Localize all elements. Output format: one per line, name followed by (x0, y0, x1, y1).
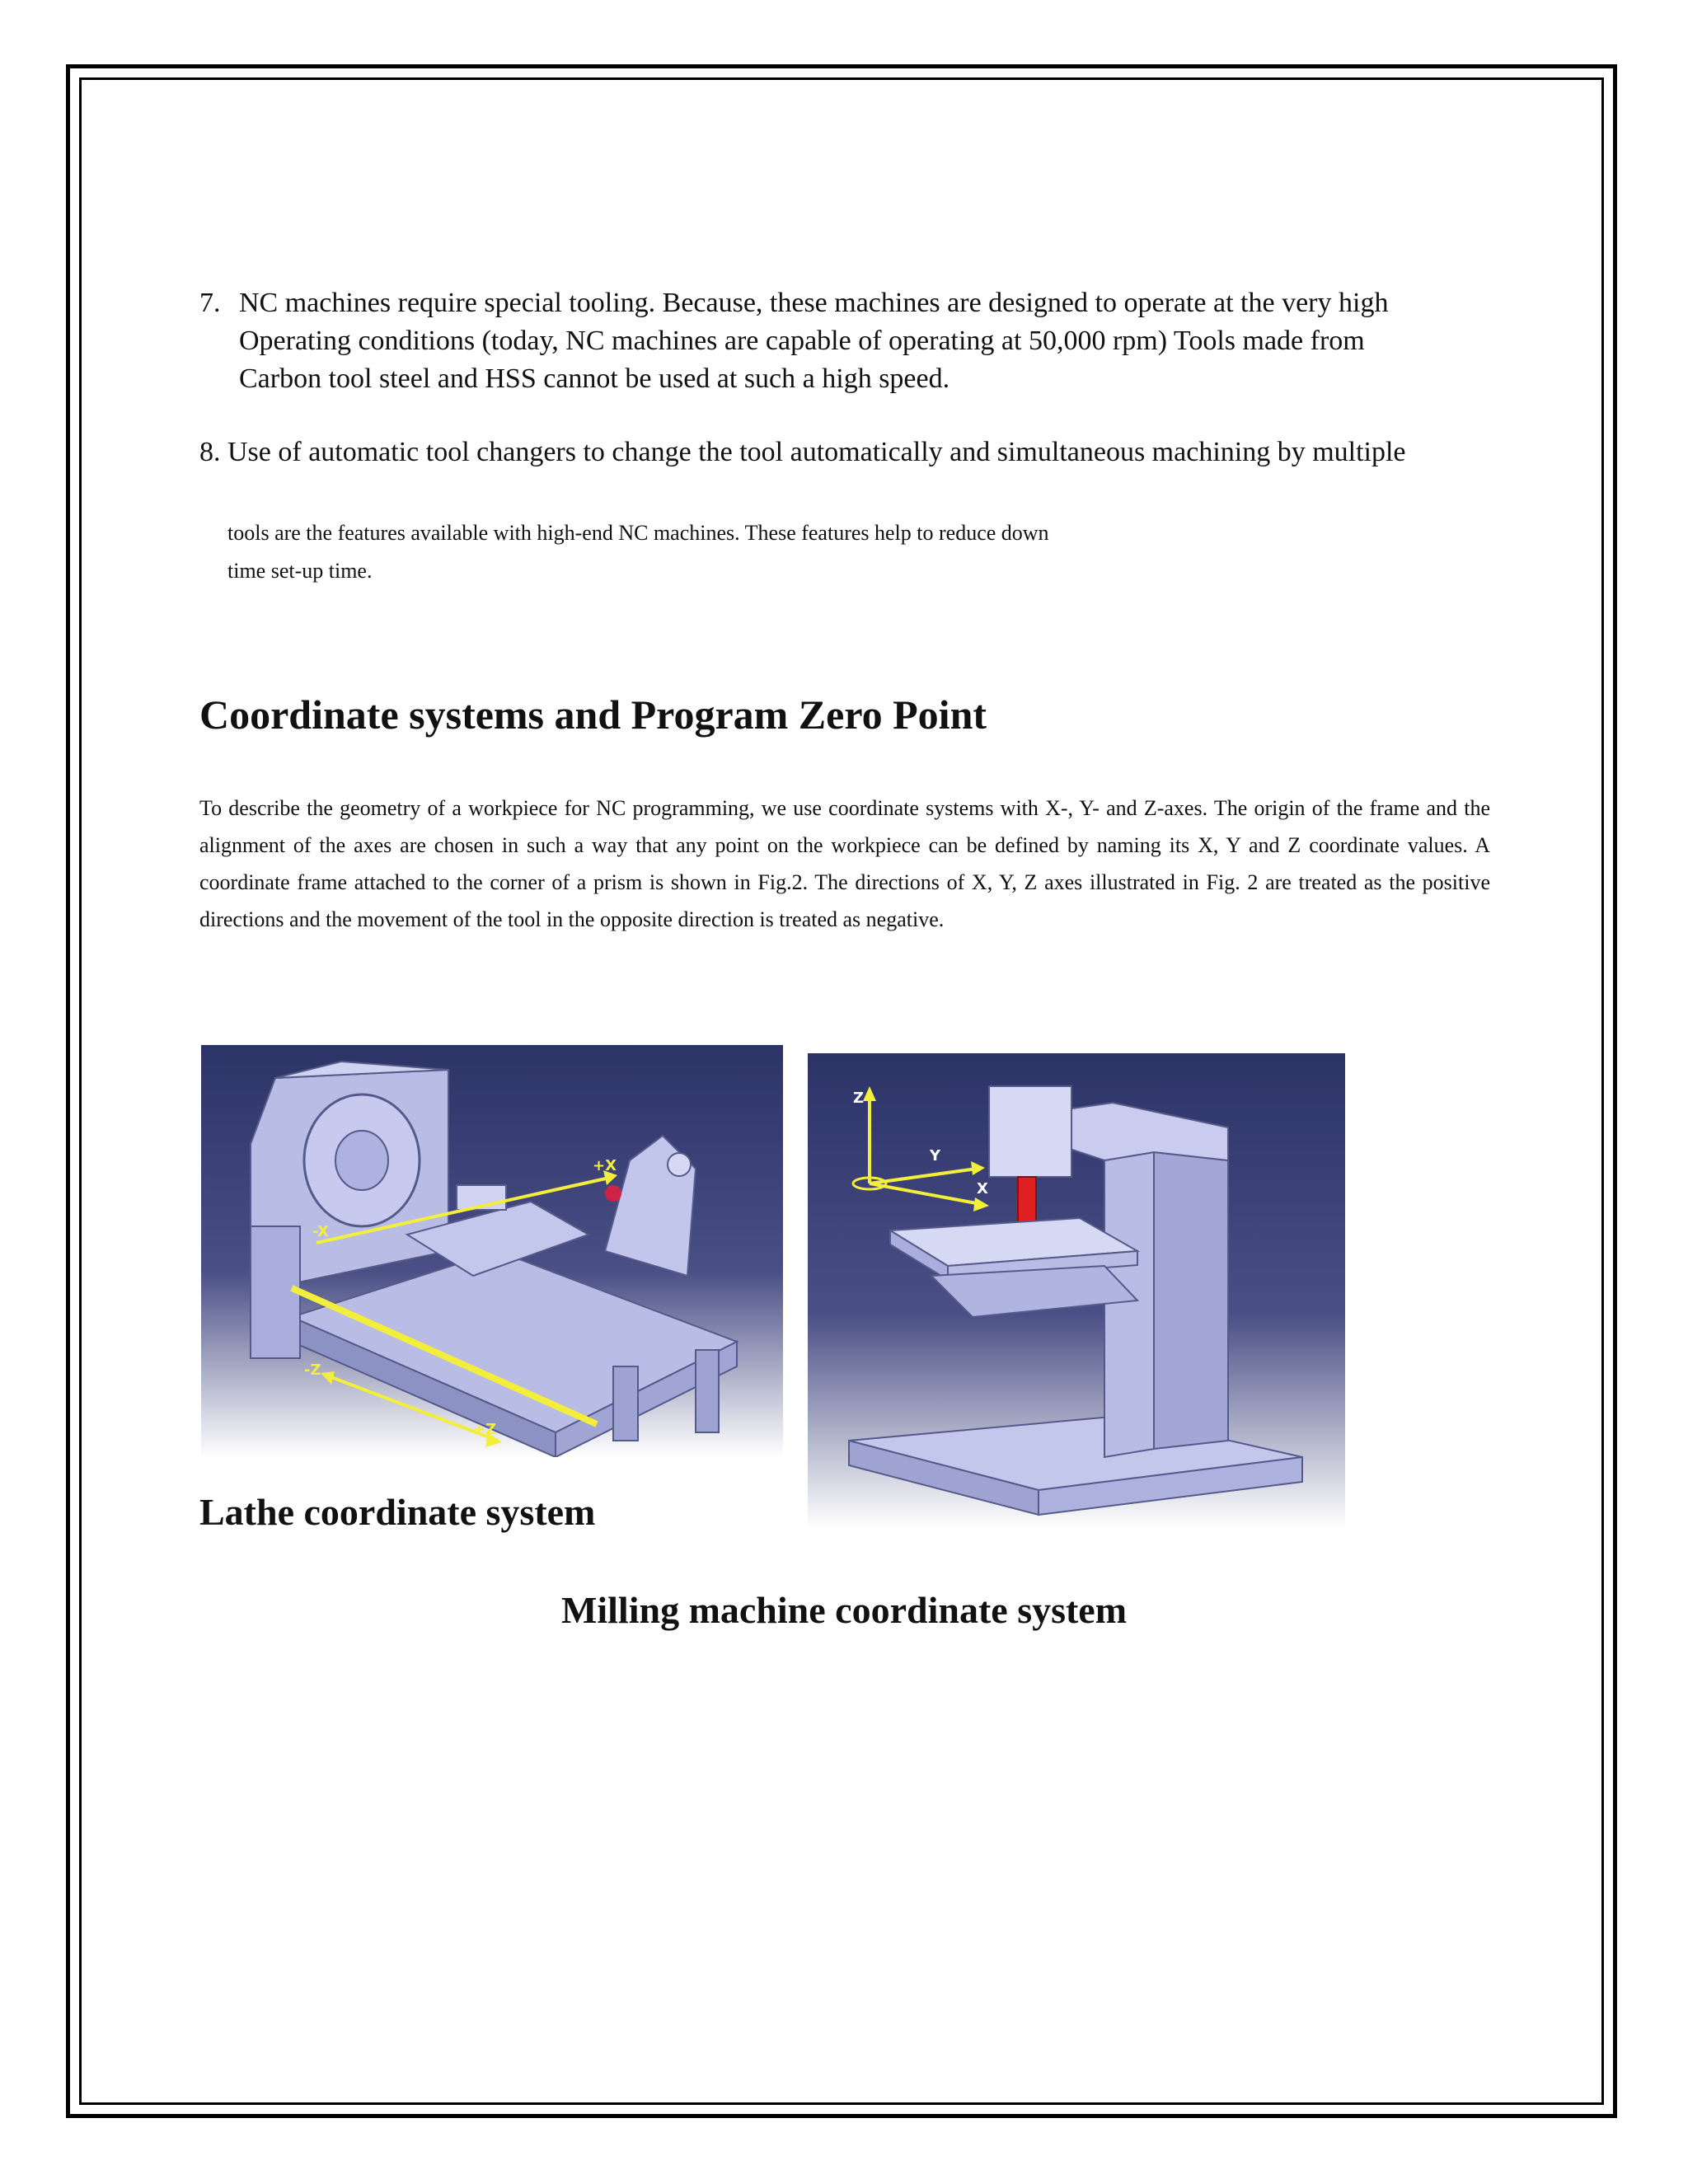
mill-y-label: Y (930, 1147, 941, 1165)
mill-x-label: X (977, 1180, 988, 1197)
lathe-minus-x-label: -X (312, 1223, 329, 1240)
mill-column (1104, 1152, 1154, 1457)
item-7 (199, 284, 1490, 398)
item-8-sub-line-2: time set-up time. (227, 559, 373, 583)
lathe-illustration (201, 1045, 783, 1457)
section-heading: Coordinate systems and Program Zero Point (199, 691, 987, 738)
item-7-line-1: NC machines require special tooling. Because, these machines are designed to operate at the very high (239, 288, 1389, 318)
lathe-caption: Lathe coordinate system (199, 1491, 596, 1533)
item-7-line-3: Carbon tool steel and HSS cannot be used at such a high speed. (239, 363, 950, 394)
lathe-plus-x-label: +X (593, 1157, 617, 1174)
item-8-sub-line-1: tools are the features available with high-end NC machines. These features help to reduce down (227, 521, 1049, 545)
section-paragraph: To describe the geometry of a workpiece for NC programming, we use coordinate systems with X-, Y- and Z-axes. The origin of the frame and the alignment of the axes are chosen in such a way that any point on the workpiece can be defined by naming its X, Y and Z coordinate values. A coordinate frame attached to the corner of a prism is shown in Fig.2. The directions of X, Y, Z axes illustrated in Fig. 2 are treated as the positive directions and the movement of the tool in the opposite direction is treated as negative. (199, 796, 1490, 931)
mill-figure (808, 1053, 1345, 1528)
mill-z-label: Z (853, 1090, 865, 1107)
item-7-number: 7. (199, 288, 221, 318)
lathe-plus-z-label: +Z (473, 1421, 497, 1438)
lathe-minus-z-label: -Z (304, 1361, 321, 1379)
mill-caption: Milling machine coordinate system (560, 1589, 1128, 1631)
mill-illustration (808, 1053, 1345, 1528)
item-8-sub (227, 514, 1381, 590)
lathe-figure (201, 1045, 783, 1457)
item-7-line-2: Operating conditions (today, NC machines are capable of operating at 50,000 rpm) Tools made from (239, 326, 1365, 356)
item-8: 8. Use of automatic tool changers to change the tool automatically and simultaneous machining by multiple (199, 437, 1406, 467)
mill-spindle-head (989, 1086, 1071, 1177)
mill-spindle (1018, 1177, 1036, 1226)
